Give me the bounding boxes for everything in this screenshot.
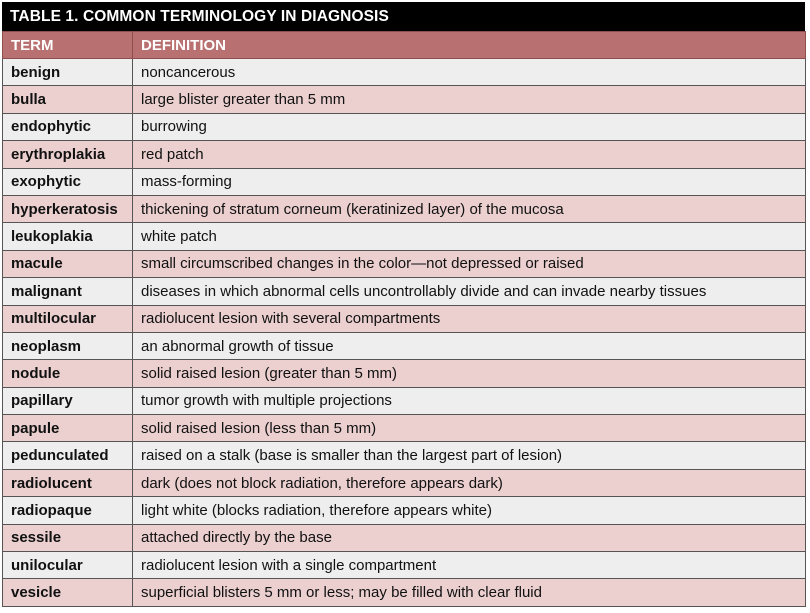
definition-cell: red patch [133, 141, 806, 168]
definition-cell: white patch [133, 223, 806, 250]
table-row [3, 113, 806, 140]
term-cell: vesicle [3, 579, 133, 606]
table-row [3, 278, 806, 305]
definition-cell: solid raised lesion (less than 5 mm) [133, 415, 806, 442]
term-cell: macule [3, 250, 133, 277]
terminology-table-figure [2, 2, 805, 607]
term-cell: hyperkeratosis [3, 195, 133, 222]
table-row [3, 469, 806, 496]
term-cell: benign [3, 59, 133, 86]
definition-cell: noncancerous [133, 59, 806, 86]
table-row [3, 223, 806, 250]
term-cell: neoplasm [3, 332, 133, 359]
table-row [3, 524, 806, 551]
table-row [3, 552, 806, 579]
table-row [3, 442, 806, 469]
table-row [3, 168, 806, 195]
table-row [3, 332, 806, 359]
term-cell: radiopaque [3, 497, 133, 524]
definition-cell: radiolucent lesion with a single compartment [133, 552, 806, 579]
table-row [3, 360, 806, 387]
definition-cell: large blister greater than 5 mm [133, 86, 806, 113]
terminology-table [2, 31, 806, 607]
term-cell: nodule [3, 360, 133, 387]
table-row [3, 86, 806, 113]
table-row [3, 415, 806, 442]
table-row [3, 579, 806, 606]
table-row [3, 141, 806, 168]
term-cell: sessile [3, 524, 133, 551]
table-body [3, 59, 806, 607]
definition-cell: superficial blisters 5 mm or less; may be filled with clear fluid [133, 579, 806, 606]
table-title: TABLE 1. COMMON TERMINOLOGY IN DIAGNOSIS [2, 2, 805, 31]
term-cell: endophytic [3, 113, 133, 140]
term-cell: papillary [3, 387, 133, 414]
header-definition: DEFINITION [133, 32, 806, 59]
definition-cell: thickening of stratum corneum (keratinized layer) of the mucosa [133, 195, 806, 222]
term-cell: erythroplakia [3, 141, 133, 168]
table-header-row [3, 32, 806, 59]
term-cell: pedunculated [3, 442, 133, 469]
term-cell: unilocular [3, 552, 133, 579]
term-cell: bulla [3, 86, 133, 113]
table-row [3, 387, 806, 414]
table-row [3, 497, 806, 524]
term-cell: malignant [3, 278, 133, 305]
definition-cell: diseases in which abnormal cells uncontrollably divide and can invade nearby tissues [133, 278, 806, 305]
term-cell: leukoplakia [3, 223, 133, 250]
term-cell: papule [3, 415, 133, 442]
header-term: TERM [3, 32, 133, 59]
definition-cell: radiolucent lesion with several compartments [133, 305, 806, 332]
term-cell: exophytic [3, 168, 133, 195]
term-cell: multilocular [3, 305, 133, 332]
term-cell: radiolucent [3, 469, 133, 496]
definition-cell: dark (does not block radiation, therefore appears dark) [133, 469, 806, 496]
table-row [3, 59, 806, 86]
definition-cell: burrowing [133, 113, 806, 140]
table-row [3, 195, 806, 222]
definition-cell: small circumscribed changes in the color—not depressed or raised [133, 250, 806, 277]
definition-cell: attached directly by the base [133, 524, 806, 551]
definition-cell: solid raised lesion (greater than 5 mm) [133, 360, 806, 387]
table-row [3, 305, 806, 332]
definition-cell: light white (blocks radiation, therefore appears white) [133, 497, 806, 524]
definition-cell: tumor growth with multiple projections [133, 387, 806, 414]
definition-cell: raised on a stalk (base is smaller than the largest part of lesion) [133, 442, 806, 469]
definition-cell: an abnormal growth of tissue [133, 332, 806, 359]
table-row [3, 250, 806, 277]
definition-cell: mass-forming [133, 168, 806, 195]
